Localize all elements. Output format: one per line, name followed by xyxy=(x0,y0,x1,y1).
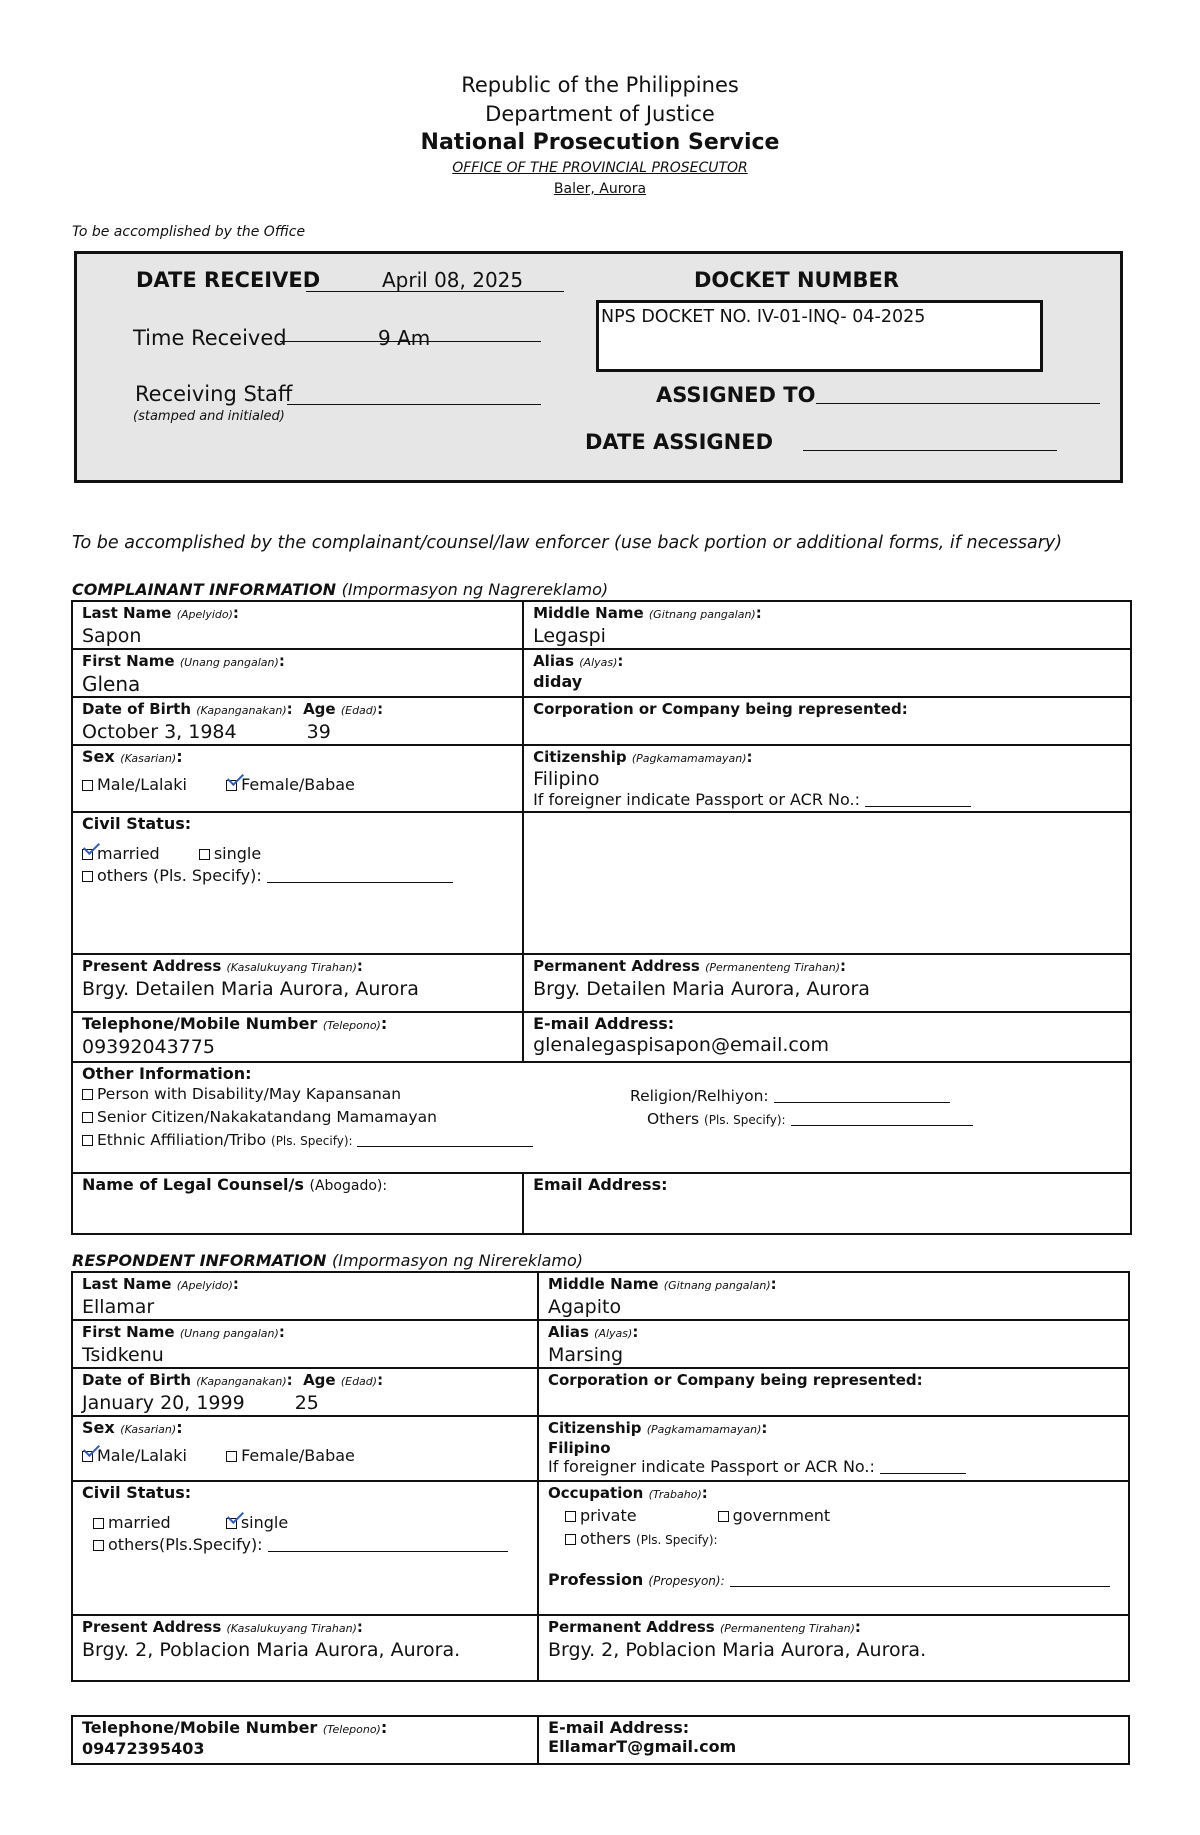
r-citizenship: Filipino xyxy=(547,1439,611,1457)
r-sex-female[interactable]: Female/Babae xyxy=(226,1445,355,1467)
c-last-name: Sapon xyxy=(82,625,142,647)
complainant-title-text: COMPLAINANT INFORMATION xyxy=(72,580,336,599)
checkbox-checked-icon[interactable] xyxy=(82,849,93,860)
c-permanent-address-cell: Permanent Address (Permanenteng Tirahan): Brgy. Detailen Maria Aurora, Aurora xyxy=(523,954,1131,1012)
c-sex-female[interactable]: Female/Babae xyxy=(226,774,355,796)
header-republic: Republic of the Philippines xyxy=(461,73,739,97)
header-nps: National Prosecution Service xyxy=(420,130,780,155)
r-corp-cell xyxy=(538,1368,1129,1416)
c-other-info-label: Other Information: xyxy=(82,1064,252,1083)
r-foreigner-note: If foreigner indicate Passport or ACR No.: xyxy=(547,1457,875,1476)
checkbox-icon[interactable] xyxy=(718,1511,729,1522)
c-age: 39 xyxy=(306,721,331,743)
time-received-value: 9 Am xyxy=(378,326,431,350)
c-empty-cell xyxy=(523,812,1131,954)
c-cs-married[interactable]: married xyxy=(82,843,160,865)
checkbox-icon[interactable] xyxy=(226,1451,237,1462)
checkbox-icon[interactable] xyxy=(82,780,93,791)
c-phone-cell: Telephone/Mobile Number (Telepono): 09392043775 xyxy=(72,1012,523,1062)
assigned-to-label: ASSIGNED TO xyxy=(656,383,816,407)
r-present-address: Brgy. 2, Poblacion Maria Aurora, Aurora. xyxy=(82,1639,461,1661)
checkbox-icon[interactable] xyxy=(93,1540,104,1551)
respondent-contact-table xyxy=(71,1715,1130,1765)
date-received-value: April 08, 2025 xyxy=(382,268,524,292)
r-occ-government[interactable]: government xyxy=(718,1506,831,1525)
c-dob-cell: Date of Birth (Kapanganakan): Age (Edad): October 3, 1984 39 xyxy=(72,697,523,745)
respondent-title xyxy=(72,1251,583,1270)
assigned-to-line xyxy=(816,403,1100,404)
checkbox-checked-icon[interactable] xyxy=(82,1451,93,1462)
c-oi-senior: Senior Citizen/Nakakatandang Mamamayan xyxy=(97,1108,437,1126)
respondent-title-text: RESPONDENT INFORMATION xyxy=(72,1251,327,1270)
r-dob-cell: Date of Birth (Kapanganakan): Age (Edad): January 20, 1999 25 xyxy=(72,1368,538,1416)
c-email: glenalegaspisapon@email.com xyxy=(533,1034,829,1056)
r-sex-male[interactable]: Male/Lalaki xyxy=(82,1445,187,1467)
c-civil-status-cell xyxy=(72,812,523,954)
date-assigned-line xyxy=(803,450,1057,451)
c-corp-cell xyxy=(523,697,1131,745)
respondent-table xyxy=(71,1271,1130,1682)
r-age: 25 xyxy=(294,1392,319,1414)
c-oi-pwd: Person with Disability/May Kapansanan xyxy=(97,1085,402,1103)
c-cs-others[interactable]: others (Pls. Specify): xyxy=(82,865,453,887)
checkbox-icon[interactable] xyxy=(82,1135,93,1146)
c-others-label: Others xyxy=(647,1110,700,1128)
c-religion-label: Religion/Relhiyon: xyxy=(630,1087,769,1105)
r-middle-name-cell: Middle Name (Gitnang pangalan): Agapito xyxy=(538,1272,1129,1320)
r-last-name-cell: Last Name (Apelyido): Ellamar xyxy=(72,1272,538,1320)
checkbox-icon[interactable] xyxy=(565,1511,576,1522)
r-permanent-address: Brgy. 2, Poblacion Maria Aurora, Aurora. xyxy=(547,1639,927,1661)
c-sex-male[interactable]: Male/Lalaki xyxy=(82,774,187,796)
c-first-name-cell: First Name (Unang pangalan): Glena xyxy=(72,649,523,697)
r-civil-status-label: Civil Status: xyxy=(82,1483,192,1502)
header-department: Department of Justice xyxy=(485,102,715,126)
respondent-title-sub: (Impormasyon ng Nirereklamo) xyxy=(331,1251,584,1270)
c-email-cell xyxy=(523,1012,1131,1062)
r-permanent-address-cell: Permanent Address (Permanenteng Tirahan): Brgy. 2, Poblacion Maria Aurora, Aurora. xyxy=(538,1615,1129,1681)
checkbox-icon[interactable] xyxy=(82,1112,93,1123)
r-occ-others[interactable]: others (Pls. Specify): xyxy=(565,1529,718,1548)
r-alias-cell: Alias (Alyas): Marsing xyxy=(538,1320,1129,1368)
office-note: To be accomplished by the Office xyxy=(72,224,306,240)
c-counsel-email-label: Email Address: xyxy=(533,1175,668,1194)
checkbox-checked-icon[interactable] xyxy=(226,1518,237,1529)
r-phone: 09472395403 xyxy=(82,1739,205,1758)
r-citizenship-cell: Citizenship (Pagkamamamayan): Filipino If foreigner indicate Passport or ACR No.: xyxy=(538,1416,1129,1481)
receiving-staff-label: Receiving Staff xyxy=(135,382,293,406)
r-last-name: Ellamar xyxy=(82,1296,155,1318)
r-occupation-cell: Occupation (Trabaho): private government others (Pls. Specify): Profession (Propesyon): xyxy=(538,1481,1129,1615)
header-office: OFFICE OF THE PROVINCIAL PROSECUTOR xyxy=(452,160,748,176)
r-middle-name: Agapito xyxy=(547,1296,622,1318)
checkbox-icon[interactable] xyxy=(93,1518,104,1529)
c-citizenship-cell: Citizenship (Pagkamamamayan): Filipino If foreigner indicate Passport or ACR No.: xyxy=(523,745,1131,812)
c-present-address-cell: Present Address (Kasalukuyang Tirahan): Brgy. Detailen Maria Aurora, Aurora xyxy=(72,954,523,1012)
c-cs-single[interactable]: single xyxy=(199,843,261,865)
stamped-note: (stamped and initialed) xyxy=(133,409,285,424)
c-alias: diday xyxy=(533,672,583,691)
r-dob: January 20, 1999 xyxy=(82,1392,245,1414)
complainant-title-sub: (Impormasyon ng Nagrereklamo) xyxy=(341,580,609,599)
c-other-info-cell: Other Information: Person with Disability/May Kapansanan Senior Citizen/Nakakatandang Mamamayan Ethnic Affiliation/Tribo (Pls. Specify): Religion/Relhiyon: Others (Pls. Specify): xyxy=(72,1062,1131,1173)
date-received-label: DATE RECEIVED xyxy=(136,268,321,292)
checkbox-icon[interactable] xyxy=(82,871,93,882)
r-sex-cell: Sex (Kasarian): Male/Lalaki Female/Babae xyxy=(72,1416,538,1481)
r-corp-label: Corporation or Company being represented: xyxy=(547,1371,923,1389)
c-permanent-address: Brgy. Detailen Maria Aurora, Aurora xyxy=(533,978,870,1000)
complainant-title xyxy=(72,580,608,599)
c-last-name-cell: Last Name (Apelyido): Sapon xyxy=(72,601,523,649)
c-phone: 09392043775 xyxy=(82,1036,215,1058)
r-cs-others[interactable]: others(Pls.Specify): xyxy=(93,1534,508,1556)
c-foreigner-note: If foreigner indicate Passport or ACR No.: xyxy=(533,790,860,809)
checkbox-icon[interactable] xyxy=(565,1534,576,1545)
r-first-name-cell: First Name (Unang pangalan): Tsidkenu xyxy=(72,1320,538,1368)
c-citizenship: Filipino xyxy=(533,768,600,790)
c-present-address: Brgy. Detailen Maria Aurora, Aurora xyxy=(82,978,419,1000)
r-first-name: Tsidkenu xyxy=(82,1344,164,1366)
r-phone-cell: Telephone/Mobile Number (Telepono): 09472395403 xyxy=(72,1716,538,1764)
checkbox-icon[interactable] xyxy=(199,849,210,860)
receiving-staff-line xyxy=(287,404,541,405)
r-present-address-cell: Present Address (Kasalukuyang Tirahan): Brgy. 2, Poblacion Maria Aurora, Aurora. xyxy=(72,1615,538,1681)
c-alias-cell: Alias (Alyas): diday xyxy=(523,649,1131,697)
r-alias: Marsing xyxy=(547,1344,624,1366)
r-occ-private[interactable]: private xyxy=(565,1506,637,1525)
c-civil-status-label: Civil Status: xyxy=(82,814,192,833)
c-email-label: E-mail Address: xyxy=(533,1014,675,1033)
c-dob: October 3, 1984 xyxy=(82,721,237,743)
complainant-note: To be accomplished by the complainant/counsel/law enforcer (use back portion or additional forms, if necessary) xyxy=(72,533,1063,553)
r-civil-status-cell xyxy=(72,1481,538,1615)
r-cs-single[interactable]: single xyxy=(226,1512,288,1534)
complainant-table xyxy=(71,600,1132,1235)
r-cs-married[interactable]: married xyxy=(93,1512,171,1534)
c-sex-cell: Sex (Kasarian): Male/Lalaki Female/Babae xyxy=(72,745,523,812)
c-counsel-cell: Name of Legal Counsel/s (Abogado): xyxy=(72,1173,523,1234)
date-assigned-label: DATE ASSIGNED xyxy=(585,430,773,454)
r-profession-label: Profession xyxy=(547,1570,644,1589)
docket-number-value: NPS DOCKET NO. IV-01-INQ- 04-2025 xyxy=(601,307,926,327)
r-email-cell xyxy=(538,1716,1129,1764)
checkbox-icon[interactable] xyxy=(82,1089,93,1100)
c-middle-name: Legaspi xyxy=(533,625,606,647)
checkbox-checked-icon[interactable] xyxy=(226,780,237,791)
c-middle-name-cell: Middle Name (Gitnang pangalan): Legaspi xyxy=(523,601,1131,649)
c-oi-ethnic: Ethnic Affiliation/Tribo xyxy=(97,1131,267,1149)
c-counsel-email-cell xyxy=(523,1173,1131,1234)
header-location: Baler, Aurora xyxy=(553,181,647,197)
r-email-label: E-mail Address: xyxy=(548,1718,690,1737)
docket-number-label: DOCKET NUMBER xyxy=(694,268,899,292)
c-first-name: Glena xyxy=(82,672,141,696)
time-received-label: Time Received xyxy=(133,326,287,350)
r-email: EllamarT@gmail.com xyxy=(548,1737,737,1756)
c-corp-label: Corporation or Company being represented: xyxy=(533,700,908,718)
